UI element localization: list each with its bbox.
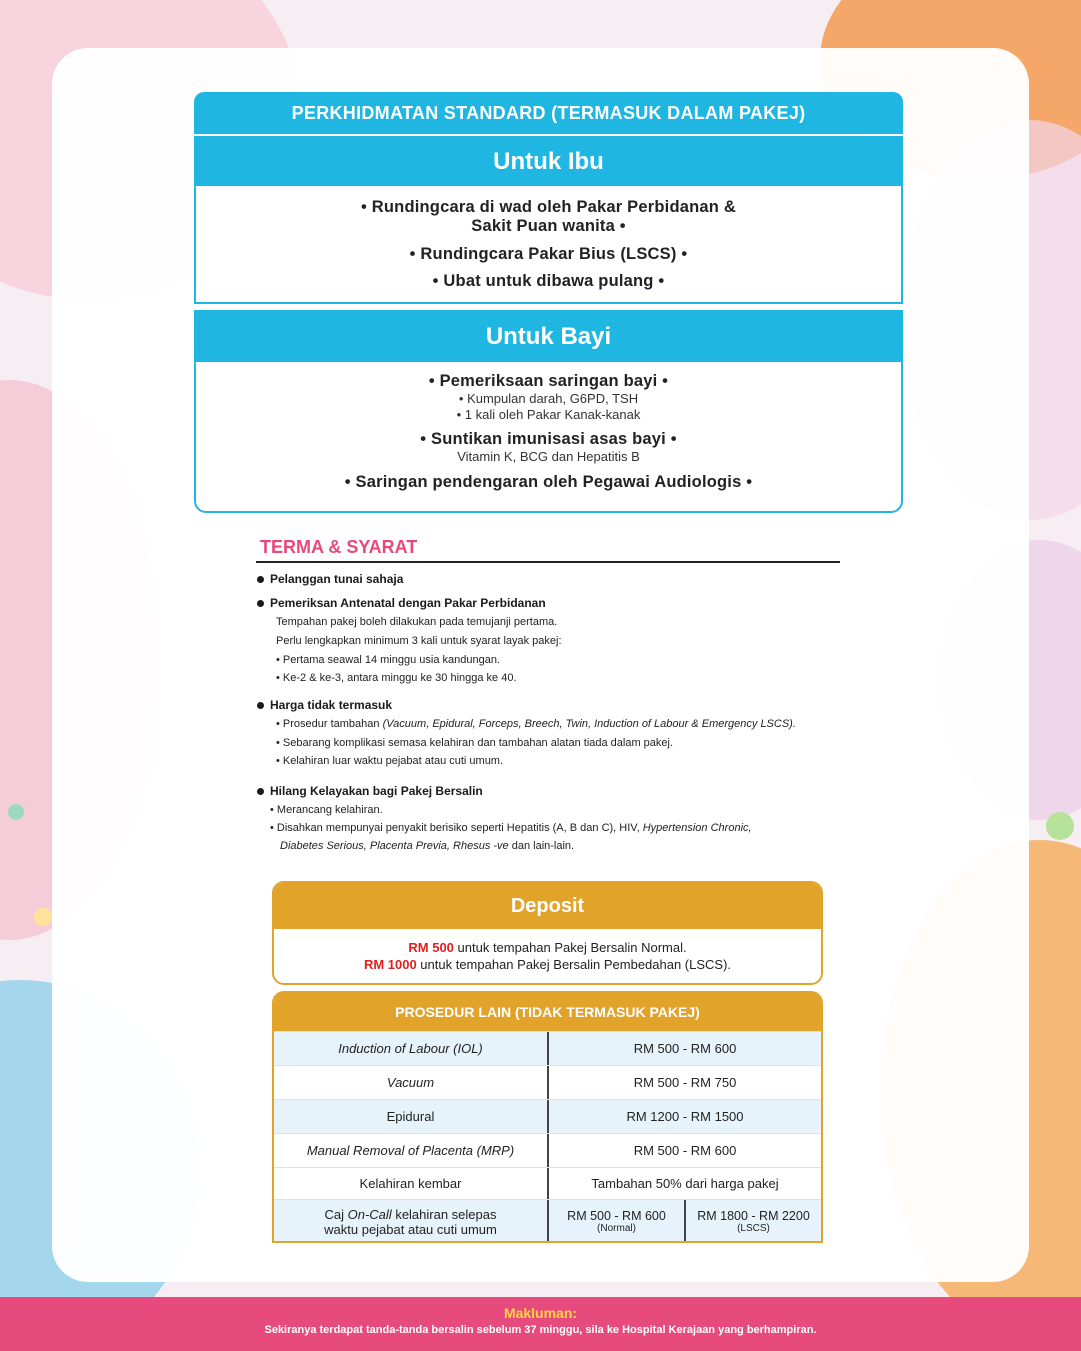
bayi-immunisation: • Suntikan imunisasi asas bayi • (420, 430, 677, 448)
procedure-price: Tambahan 50% dari harga pakej (591, 1176, 779, 1191)
notice-footer (0, 1297, 1081, 1351)
procedure-price-normal: RM 500 - RM 600 (Normal) (549, 1200, 686, 1243)
bullet-icon (257, 600, 264, 607)
term-eligibility-line: • Merancang kelahiran. (270, 804, 383, 816)
procedure-name: Caj On-Call kelahiran selepas waktu pejabat atau cuti umum (274, 1200, 549, 1243)
term-excluded-title: Harga tidak termasuk (270, 698, 393, 712)
procedure-price-lscs: RM 1800 - RM 2200 (LSCS) (697, 1209, 810, 1234)
term-eligibility-line: • Disahkan mempunyai penyakit berisiko seperti Hepatitis (A, B dan C), HIV, Hypertension Chronic, (270, 822, 752, 834)
ibu-item: Sakit Puan wanita • (471, 217, 626, 235)
term-antenatal-line: Tempahan pakej boleh dilakukan pada temujanji pertama. (276, 616, 558, 628)
procedure-price: RM 500 - RM 600 (633, 1143, 737, 1158)
bayi-screening-sub: • Kumpulan darah, G6PD, TSH (458, 391, 639, 406)
procedure-name: Epidural (274, 1100, 549, 1133)
procedure-price: RM 500 - RM 600 (633, 1041, 737, 1056)
term-antenatal-line: • Pertama seawal 14 minggu usia kandungan. (276, 654, 500, 666)
standard-services-header: PERKHIDMATAN STANDARD (TERMASUK DALAM PAKEJ) (194, 92, 903, 134)
deposit-normal: RM 500 untuk tempahan Pakej Bersalin Normal. (408, 940, 687, 955)
term-eligibility-title: Hilang Kelayakan bagi Pakej Bersalin (270, 784, 483, 798)
ibu-item: • Rundingcara di wad oleh Pakar Perbidanan & (361, 198, 736, 216)
bayi-screening-sub: • 1 kali oleh Pakar Kanak-kanak (456, 407, 641, 422)
bullet-icon (257, 702, 264, 709)
terms-title: TERMA & SYARAT (260, 537, 418, 557)
deposit-box (272, 881, 823, 985)
table-row (274, 1099, 821, 1133)
procedure-name: Manual Removal of Placenta (MRP) (306, 1143, 515, 1158)
term-antenatal-title: Pemeriksan Antenatal dengan Pakar Perbidanan (270, 596, 546, 610)
ibu-item: • Rundingcara Pakar Bius (LSCS) • (409, 245, 688, 263)
table-row (274, 1133, 821, 1167)
term-antenatal-line: • Ke-2 & ke-3, antara minggu ke 30 hingga ke 40. (276, 672, 517, 684)
bayi-hearing: • Saringan pendengaran oleh Pegawai Audiologis • (344, 473, 753, 491)
procedure-price: RM 500 - RM 750 (633, 1075, 737, 1090)
procedure-price: RM 1200 - RM 1500 (626, 1109, 744, 1124)
term-excluded-line: • Sebarang komplikasi semasa kelahiran dan tambahan alatan tiada dalam pakej. (276, 737, 674, 749)
term-antenatal-line: Perlu lengkapkan minimum 3 kali untuk syarat layak pakej: (276, 635, 562, 647)
procedures-title: PROSEDUR LAIN (TIDAK TERMASUK PAKEJ) (274, 993, 821, 1031)
term-excluded-line: • Kelahiran luar waktu pejabat atau cuti umum. (276, 755, 504, 767)
notice-text: Sekiranya terdapat tanda-tanda bersalin sebelum 37 minggu, sila ke Hospital Kerajaan yang berhampiran. (264, 1324, 817, 1336)
table-row (274, 1199, 821, 1243)
table-row (274, 1167, 821, 1199)
bayi-screening: • Pemeriksaan saringan bayi • (428, 372, 669, 390)
table-row (274, 1065, 821, 1099)
section-untuk-bayi (194, 310, 903, 513)
procedures-table (272, 991, 823, 1243)
deposit-lscs: RM 1000 untuk tempahan Pakej Bersalin Pembedahan (LSCS). (363, 957, 732, 972)
deposit-title: Deposit (274, 883, 821, 929)
bullet-icon (257, 576, 264, 583)
ibu-item: • Ubat untuk dibawa pulang • (432, 272, 665, 290)
bayi-immunisation-sub: Vitamin K, BCG dan Hepatitis B (457, 449, 640, 464)
term-cash: Pelanggan tunai sahaja (270, 572, 404, 586)
section-title-bayi: Untuk Bayi (196, 312, 901, 362)
procedure-name: Vacuum (386, 1075, 435, 1090)
section-untuk-ibu (194, 136, 903, 304)
term-excluded-line: • Prosedur tambahan (Vacuum, Epidural, Forceps, Breech, Twin, Induction of Labour & Emergency LSCS). (276, 718, 796, 730)
notice-title: Makluman: (503, 1305, 578, 1321)
procedure-name: Kelahiran kembar (274, 1168, 549, 1199)
procedure-name: Induction of Labour (IOL) (338, 1041, 483, 1056)
bullet-icon (257, 788, 264, 795)
table-row (274, 1031, 821, 1065)
terms-divider (256, 561, 840, 563)
section-title-ibu: Untuk Ibu (196, 138, 901, 186)
term-eligibility-line: Diabetes Serious, Placenta Previa, Rhesus -ve dan lain-lain. (280, 840, 575, 852)
